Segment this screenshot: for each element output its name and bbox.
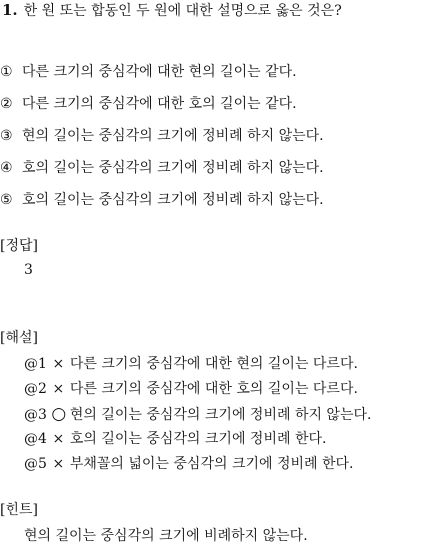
choice-5 [0, 190, 324, 210]
choice-marker: ⑤ [0, 192, 13, 208]
hint-label: [힌트] [0, 502, 38, 518]
choice-marker: ① [0, 64, 13, 80]
hint-text: 현의 길이는 중심각의 크기에 비례하지 않는다. [24, 528, 308, 544]
explanation-text: 현의 길이는 중심각의 크기에 정비례 하지 않는다. [69, 407, 372, 423]
explanation-text: 호의 길이는 중심각의 크기에 정비례 한다. [69, 431, 327, 447]
choice-3 [0, 126, 324, 146]
explanation-label: [해설] [0, 330, 38, 346]
explanation-ref: @5 [24, 456, 47, 472]
choice-text: 다른 크기의 중심각에 대한 호의 길이는 같다. [22, 96, 297, 112]
choice-marker: ④ [0, 160, 13, 176]
wrong-mark-icon: × [52, 381, 65, 397]
question [2, 0, 342, 21]
question-text: 한 원 또는 합동인 두 원에 대한 설명으로 옳은 것은? [23, 3, 342, 19]
choice-text: 호의 길이는 중심각의 크기에 정비례 하지 않는다. [22, 192, 324, 208]
wrong-mark-icon: × [52, 456, 65, 472]
explanation-ref: @4 [24, 431, 47, 447]
choice-text: 다른 크기의 중심각에 대한 현의 길이는 같다. [22, 64, 297, 80]
choice-4 [0, 158, 324, 178]
wrong-mark-icon: × [52, 356, 65, 372]
choice-marker: ② [0, 96, 13, 112]
explanation-text: 부채꼴의 넓이는 중심각의 크기에 정비례 한다. [69, 456, 354, 472]
answer-label: [정답] [0, 238, 38, 254]
explanation-text: 다른 크기의 중심각에 대한 호의 길이는 다르다. [69, 381, 358, 397]
wrong-mark-icon: × [52, 431, 65, 447]
choice-2 [0, 94, 297, 114]
explanation-ref: @1 [24, 356, 47, 372]
choice-marker: ③ [0, 128, 13, 144]
explanation-ref: @2 [24, 381, 47, 397]
choice-text: 현의 길이는 중심각의 크기에 정비례 하지 않는다. [22, 128, 324, 144]
correct-mark-icon: ○ [51, 404, 67, 424]
explanation-item-1 [24, 354, 358, 374]
answer-value: 3 [24, 262, 33, 278]
explanation-ref: @3 [24, 407, 47, 423]
choice-1 [0, 62, 297, 82]
choice-text: 호의 길이는 중심각의 크기에 정비례 하지 않는다. [22, 160, 324, 176]
explanation-text: 다른 크기의 중심각에 대한 현의 길이는 다르다. [69, 356, 358, 372]
question-number: 1. [2, 1, 18, 19]
explanation-item-4 [24, 429, 326, 449]
explanation-item-5 [24, 454, 353, 474]
explanation-item-3 [24, 404, 371, 425]
explanation-item-2 [24, 379, 358, 399]
